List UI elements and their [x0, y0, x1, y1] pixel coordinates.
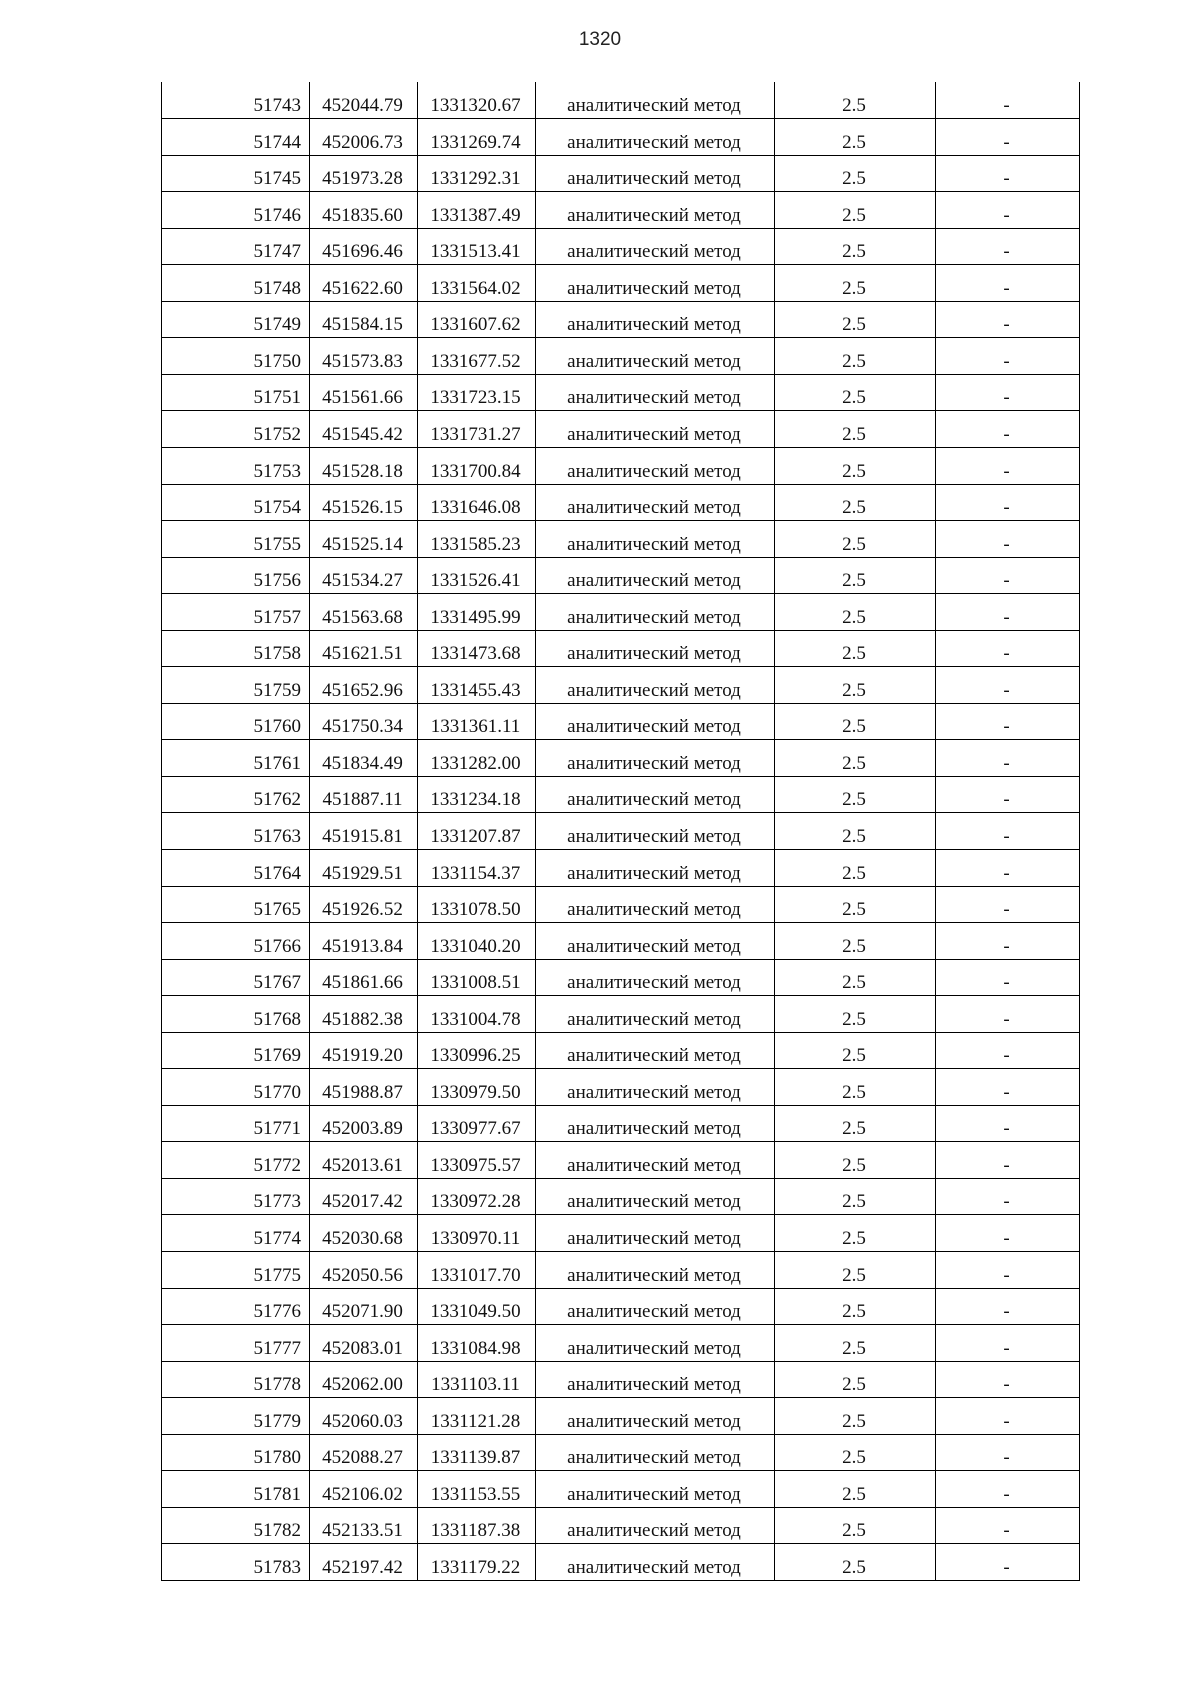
- table-row: [162, 447, 1080, 484]
- table-row: [162, 1142, 1080, 1179]
- table-row: [162, 667, 1080, 704]
- point-number-cell: 51772: [162, 1142, 310, 1179]
- x-coordinate-cell: 451573.83: [310, 338, 418, 375]
- method-cell: аналитический метод: [536, 1288, 775, 1325]
- note-cell: -: [936, 1178, 1080, 1215]
- accuracy-cell: 2.5: [775, 630, 936, 667]
- point-number-cell: 51762: [162, 776, 310, 813]
- point-number-cell: 51768: [162, 996, 310, 1033]
- note-cell: -: [936, 374, 1080, 411]
- x-coordinate-cell: 451621.51: [310, 630, 418, 667]
- point-number-cell: 51779: [162, 1398, 310, 1435]
- point-number-cell: 51755: [162, 521, 310, 558]
- point-number-cell: 51766: [162, 923, 310, 960]
- x-coordinate-cell: 452197.42: [310, 1544, 418, 1581]
- x-coordinate-cell: 451652.96: [310, 667, 418, 704]
- x-coordinate-cell: 452088.27: [310, 1434, 418, 1471]
- note-cell: -: [936, 1032, 1080, 1069]
- y-coordinate-cell: 1331139.87: [418, 1434, 536, 1471]
- y-coordinate-cell: 1331607.62: [418, 301, 536, 338]
- note-cell: -: [936, 521, 1080, 558]
- accuracy-cell: 2.5: [775, 813, 936, 850]
- accuracy-cell: 2.5: [775, 1544, 936, 1581]
- accuracy-cell: 2.5: [775, 1215, 936, 1252]
- method-cell: аналитический метод: [536, 1471, 775, 1508]
- table-row: [162, 630, 1080, 667]
- y-coordinate-cell: 1331207.87: [418, 813, 536, 850]
- table-row: [162, 1288, 1080, 1325]
- method-cell: аналитический метод: [536, 886, 775, 923]
- y-coordinate-cell: 1330970.11: [418, 1215, 536, 1252]
- point-number-cell: 51763: [162, 813, 310, 850]
- point-number-cell: 51781: [162, 1471, 310, 1508]
- method-cell: аналитический метод: [536, 813, 775, 850]
- y-coordinate-cell: 1331017.70: [418, 1252, 536, 1289]
- y-coordinate-cell: 1330979.50: [418, 1069, 536, 1106]
- accuracy-cell: 2.5: [775, 1434, 936, 1471]
- table-row: [162, 1105, 1080, 1142]
- accuracy-cell: 2.5: [775, 484, 936, 521]
- point-number-cell: 51745: [162, 155, 310, 192]
- note-cell: -: [936, 1434, 1080, 1471]
- method-cell: аналитический метод: [536, 374, 775, 411]
- x-coordinate-cell: 451913.84: [310, 923, 418, 960]
- note-cell: -: [936, 192, 1080, 229]
- note-cell: -: [936, 996, 1080, 1033]
- note-cell: -: [936, 1398, 1080, 1435]
- point-number-cell: 51777: [162, 1325, 310, 1362]
- method-cell: аналитический метод: [536, 923, 775, 960]
- note-cell: -: [936, 776, 1080, 813]
- accuracy-cell: 2.5: [775, 1032, 936, 1069]
- table-row: [162, 228, 1080, 265]
- x-coordinate-cell: 451561.66: [310, 374, 418, 411]
- point-number-cell: 51758: [162, 630, 310, 667]
- method-cell: аналитический метод: [536, 557, 775, 594]
- y-coordinate-cell: 1331049.50: [418, 1288, 536, 1325]
- x-coordinate-cell: 451528.18: [310, 447, 418, 484]
- y-coordinate-cell: 1330996.25: [418, 1032, 536, 1069]
- note-cell: -: [936, 301, 1080, 338]
- accuracy-cell: 2.5: [775, 155, 936, 192]
- accuracy-cell: 2.5: [775, 1398, 936, 1435]
- method-cell: аналитический метод: [536, 155, 775, 192]
- method-cell: аналитический метод: [536, 1544, 775, 1581]
- table-row: [162, 82, 1080, 119]
- point-number-cell: 51751: [162, 374, 310, 411]
- x-coordinate-cell: 451750.34: [310, 703, 418, 740]
- accuracy-cell: 2.5: [775, 82, 936, 119]
- note-cell: -: [936, 703, 1080, 740]
- x-coordinate-cell: 451584.15: [310, 301, 418, 338]
- table-row: [162, 1032, 1080, 1069]
- note-cell: -: [936, 155, 1080, 192]
- accuracy-cell: 2.5: [775, 557, 936, 594]
- y-coordinate-cell: 1330977.67: [418, 1105, 536, 1142]
- point-number-cell: 51773: [162, 1178, 310, 1215]
- method-cell: аналитический метод: [536, 521, 775, 558]
- method-cell: аналитический метод: [536, 1032, 775, 1069]
- x-coordinate-cell: 452017.42: [310, 1178, 418, 1215]
- point-number-cell: 51757: [162, 594, 310, 631]
- y-coordinate-cell: 1331103.11: [418, 1361, 536, 1398]
- method-cell: аналитический метод: [536, 594, 775, 631]
- note-cell: -: [936, 228, 1080, 265]
- x-coordinate-cell: 451622.60: [310, 265, 418, 302]
- method-cell: аналитический метод: [536, 1361, 775, 1398]
- y-coordinate-cell: 1331646.08: [418, 484, 536, 521]
- y-coordinate-cell: 1331585.23: [418, 521, 536, 558]
- x-coordinate-cell: 452060.03: [310, 1398, 418, 1435]
- note-cell: -: [936, 484, 1080, 521]
- x-coordinate-cell: 452013.61: [310, 1142, 418, 1179]
- accuracy-cell: 2.5: [775, 228, 936, 265]
- point-number-cell: 51754: [162, 484, 310, 521]
- accuracy-cell: 2.5: [775, 521, 936, 558]
- method-cell: аналитический метод: [536, 82, 775, 119]
- table-row: [162, 1069, 1080, 1106]
- note-cell: -: [936, 119, 1080, 156]
- method-cell: аналитический метод: [536, 1178, 775, 1215]
- table-row: [162, 849, 1080, 886]
- table-row: [162, 776, 1080, 813]
- x-coordinate-cell: 452003.89: [310, 1105, 418, 1142]
- y-coordinate-cell: 1331234.18: [418, 776, 536, 813]
- note-cell: -: [936, 82, 1080, 119]
- point-number-cell: 51774: [162, 1215, 310, 1252]
- x-coordinate-cell: 451919.20: [310, 1032, 418, 1069]
- method-cell: аналитический метод: [536, 447, 775, 484]
- x-coordinate-cell: 451526.15: [310, 484, 418, 521]
- note-cell: -: [936, 1252, 1080, 1289]
- note-cell: -: [936, 849, 1080, 886]
- y-coordinate-cell: 1331526.41: [418, 557, 536, 594]
- method-cell: аналитический метод: [536, 740, 775, 777]
- note-cell: -: [936, 594, 1080, 631]
- y-coordinate-cell: 1331320.67: [418, 82, 536, 119]
- table-row: [162, 1398, 1080, 1435]
- point-number-cell: 51778: [162, 1361, 310, 1398]
- point-number-cell: 51756: [162, 557, 310, 594]
- accuracy-cell: 2.5: [775, 594, 936, 631]
- point-number-cell: 51782: [162, 1507, 310, 1544]
- method-cell: аналитический метод: [536, 1507, 775, 1544]
- point-number-cell: 51767: [162, 959, 310, 996]
- table-row: [162, 886, 1080, 923]
- y-coordinate-cell: 1331282.00: [418, 740, 536, 777]
- x-coordinate-cell: 451926.52: [310, 886, 418, 923]
- accuracy-cell: 2.5: [775, 192, 936, 229]
- x-coordinate-cell: 452071.90: [310, 1288, 418, 1325]
- x-coordinate-cell: 452044.79: [310, 82, 418, 119]
- note-cell: -: [936, 557, 1080, 594]
- method-cell: аналитический метод: [536, 703, 775, 740]
- point-number-cell: 51775: [162, 1252, 310, 1289]
- y-coordinate-cell: 1331387.49: [418, 192, 536, 229]
- method-cell: аналитический метод: [536, 1325, 775, 1362]
- method-cell: аналитический метод: [536, 996, 775, 1033]
- x-coordinate-cell: 451563.68: [310, 594, 418, 631]
- y-coordinate-cell: 1331078.50: [418, 886, 536, 923]
- table-row: [162, 265, 1080, 302]
- accuracy-cell: 2.5: [775, 959, 936, 996]
- y-coordinate-cell: 1331495.99: [418, 594, 536, 631]
- note-cell: -: [936, 813, 1080, 850]
- accuracy-cell: 2.5: [775, 996, 936, 1033]
- accuracy-cell: 2.5: [775, 265, 936, 302]
- x-coordinate-cell: 451525.14: [310, 521, 418, 558]
- accuracy-cell: 2.5: [775, 411, 936, 448]
- table-row: [162, 813, 1080, 850]
- table-row: [162, 923, 1080, 960]
- y-coordinate-cell: 1331008.51: [418, 959, 536, 996]
- table-row: [162, 1178, 1080, 1215]
- method-cell: аналитический метод: [536, 776, 775, 813]
- y-coordinate-cell: 1331084.98: [418, 1325, 536, 1362]
- x-coordinate-cell: 451973.28: [310, 155, 418, 192]
- accuracy-cell: 2.5: [775, 1142, 936, 1179]
- accuracy-cell: 2.5: [775, 447, 936, 484]
- accuracy-cell: 2.5: [775, 849, 936, 886]
- y-coordinate-cell: 1330972.28: [418, 1178, 536, 1215]
- accuracy-cell: 2.5: [775, 374, 936, 411]
- x-coordinate-cell: 452133.51: [310, 1507, 418, 1544]
- accuracy-cell: 2.5: [775, 1325, 936, 1362]
- method-cell: аналитический метод: [536, 667, 775, 704]
- accuracy-cell: 2.5: [775, 1178, 936, 1215]
- accuracy-cell: 2.5: [775, 1288, 936, 1325]
- y-coordinate-cell: 1331731.27: [418, 411, 536, 448]
- accuracy-cell: 2.5: [775, 338, 936, 375]
- y-coordinate-cell: 1331187.38: [418, 1507, 536, 1544]
- table-row: [162, 996, 1080, 1033]
- x-coordinate-cell: 451545.42: [310, 411, 418, 448]
- table-row: [162, 959, 1080, 996]
- method-cell: аналитический метод: [536, 484, 775, 521]
- point-number-cell: 51747: [162, 228, 310, 265]
- table-row: [162, 155, 1080, 192]
- table-row: [162, 594, 1080, 631]
- note-cell: -: [936, 1325, 1080, 1362]
- method-cell: аналитический метод: [536, 338, 775, 375]
- table-row: [162, 484, 1080, 521]
- table-row: [162, 374, 1080, 411]
- method-cell: аналитический метод: [536, 849, 775, 886]
- note-cell: -: [936, 1142, 1080, 1179]
- accuracy-cell: 2.5: [775, 301, 936, 338]
- table-row: [162, 557, 1080, 594]
- x-coordinate-cell: 451861.66: [310, 959, 418, 996]
- point-number-cell: 51783: [162, 1544, 310, 1581]
- note-cell: -: [936, 1288, 1080, 1325]
- point-number-cell: 51770: [162, 1069, 310, 1106]
- accuracy-cell: 2.5: [775, 703, 936, 740]
- point-number-cell: 51776: [162, 1288, 310, 1325]
- x-coordinate-cell: 452083.01: [310, 1325, 418, 1362]
- y-coordinate-cell: 1331723.15: [418, 374, 536, 411]
- point-number-cell: 51780: [162, 1434, 310, 1471]
- table-row: [162, 338, 1080, 375]
- x-coordinate-cell: 451835.60: [310, 192, 418, 229]
- note-cell: -: [936, 959, 1080, 996]
- point-number-cell: 51769: [162, 1032, 310, 1069]
- y-coordinate-cell: 1331361.11: [418, 703, 536, 740]
- table-row: [162, 1361, 1080, 1398]
- y-coordinate-cell: 1331473.68: [418, 630, 536, 667]
- point-number-cell: 51750: [162, 338, 310, 375]
- table-row: [162, 1252, 1080, 1289]
- y-coordinate-cell: 1331154.37: [418, 849, 536, 886]
- x-coordinate-cell: 451887.11: [310, 776, 418, 813]
- point-number-cell: 51748: [162, 265, 310, 302]
- x-coordinate-cell: 452062.00: [310, 1361, 418, 1398]
- table-row: [162, 521, 1080, 558]
- x-coordinate-cell: 452106.02: [310, 1471, 418, 1508]
- point-number-cell: 51759: [162, 667, 310, 704]
- point-number-cell: 51752: [162, 411, 310, 448]
- x-coordinate-cell: 451988.87: [310, 1069, 418, 1106]
- table-body: [162, 82, 1080, 1580]
- point-number-cell: 51746: [162, 192, 310, 229]
- table-row: [162, 1544, 1080, 1581]
- coordinates-table: [161, 82, 1080, 1581]
- note-cell: -: [936, 411, 1080, 448]
- y-coordinate-cell: 1330975.57: [418, 1142, 536, 1179]
- point-number-cell: 51764: [162, 849, 310, 886]
- table-row: [162, 119, 1080, 156]
- method-cell: аналитический метод: [536, 1069, 775, 1106]
- note-cell: -: [936, 265, 1080, 302]
- y-coordinate-cell: 1331269.74: [418, 119, 536, 156]
- accuracy-cell: 2.5: [775, 776, 936, 813]
- method-cell: аналитический метод: [536, 1215, 775, 1252]
- method-cell: аналитический метод: [536, 630, 775, 667]
- y-coordinate-cell: 1331121.28: [418, 1398, 536, 1435]
- table-row: [162, 411, 1080, 448]
- point-number-cell: 51771: [162, 1105, 310, 1142]
- table-row: [162, 192, 1080, 229]
- method-cell: аналитический метод: [536, 1434, 775, 1471]
- accuracy-cell: 2.5: [775, 119, 936, 156]
- table-row: [162, 1434, 1080, 1471]
- accuracy-cell: 2.5: [775, 667, 936, 704]
- method-cell: аналитический метод: [536, 411, 775, 448]
- point-number-cell: 51760: [162, 703, 310, 740]
- y-coordinate-cell: 1331004.78: [418, 996, 536, 1033]
- point-number-cell: 51743: [162, 82, 310, 119]
- y-coordinate-cell: 1331179.22: [418, 1544, 536, 1581]
- method-cell: аналитический метод: [536, 1105, 775, 1142]
- page-number: 1320: [578, 29, 622, 50]
- note-cell: -: [936, 630, 1080, 667]
- x-coordinate-cell: 452050.56: [310, 1252, 418, 1289]
- point-number-cell: 51765: [162, 886, 310, 923]
- point-number-cell: 51753: [162, 447, 310, 484]
- accuracy-cell: 2.5: [775, 1507, 936, 1544]
- x-coordinate-cell: 451696.46: [310, 228, 418, 265]
- table-row: [162, 703, 1080, 740]
- x-coordinate-cell: 451915.81: [310, 813, 418, 850]
- x-coordinate-cell: 451929.51: [310, 849, 418, 886]
- note-cell: -: [936, 1471, 1080, 1508]
- method-cell: аналитический метод: [536, 1252, 775, 1289]
- method-cell: аналитический метод: [536, 301, 775, 338]
- table-row: [162, 1471, 1080, 1508]
- y-coordinate-cell: 1331564.02: [418, 265, 536, 302]
- method-cell: аналитический метод: [536, 1398, 775, 1435]
- method-cell: аналитический метод: [536, 1142, 775, 1179]
- accuracy-cell: 2.5: [775, 886, 936, 923]
- note-cell: -: [936, 1544, 1080, 1581]
- note-cell: -: [936, 1507, 1080, 1544]
- y-coordinate-cell: 1331455.43: [418, 667, 536, 704]
- note-cell: -: [936, 1105, 1080, 1142]
- method-cell: аналитический метод: [536, 119, 775, 156]
- y-coordinate-cell: 1331292.31: [418, 155, 536, 192]
- note-cell: -: [936, 923, 1080, 960]
- accuracy-cell: 2.5: [775, 1361, 936, 1398]
- y-coordinate-cell: 1331153.55: [418, 1471, 536, 1508]
- y-coordinate-cell: 1331513.41: [418, 228, 536, 265]
- x-coordinate-cell: 451534.27: [310, 557, 418, 594]
- x-coordinate-cell: 451834.49: [310, 740, 418, 777]
- method-cell: аналитический метод: [536, 265, 775, 302]
- x-coordinate-cell: 452030.68: [310, 1215, 418, 1252]
- y-coordinate-cell: 1331677.52: [418, 338, 536, 375]
- accuracy-cell: 2.5: [775, 1252, 936, 1289]
- accuracy-cell: 2.5: [775, 1069, 936, 1106]
- method-cell: аналитический метод: [536, 192, 775, 229]
- point-number-cell: 51744: [162, 119, 310, 156]
- note-cell: -: [936, 1069, 1080, 1106]
- note-cell: -: [936, 1215, 1080, 1252]
- note-cell: -: [936, 1361, 1080, 1398]
- method-cell: аналитический метод: [536, 228, 775, 265]
- note-cell: -: [936, 667, 1080, 704]
- table-row: [162, 1215, 1080, 1252]
- accuracy-cell: 2.5: [775, 740, 936, 777]
- x-coordinate-cell: 452006.73: [310, 119, 418, 156]
- accuracy-cell: 2.5: [775, 1105, 936, 1142]
- note-cell: -: [936, 740, 1080, 777]
- accuracy-cell: 2.5: [775, 1471, 936, 1508]
- method-cell: аналитический метод: [536, 959, 775, 996]
- note-cell: -: [936, 447, 1080, 484]
- table-row: [162, 301, 1080, 338]
- note-cell: -: [936, 886, 1080, 923]
- table-row: [162, 1325, 1080, 1362]
- point-number-cell: 51749: [162, 301, 310, 338]
- y-coordinate-cell: 1331040.20: [418, 923, 536, 960]
- table-row: [162, 740, 1080, 777]
- point-number-cell: 51761: [162, 740, 310, 777]
- x-coordinate-cell: 451882.38: [310, 996, 418, 1033]
- y-coordinate-cell: 1331700.84: [418, 447, 536, 484]
- accuracy-cell: 2.5: [775, 923, 936, 960]
- table-row: [162, 1507, 1080, 1544]
- note-cell: -: [936, 338, 1080, 375]
